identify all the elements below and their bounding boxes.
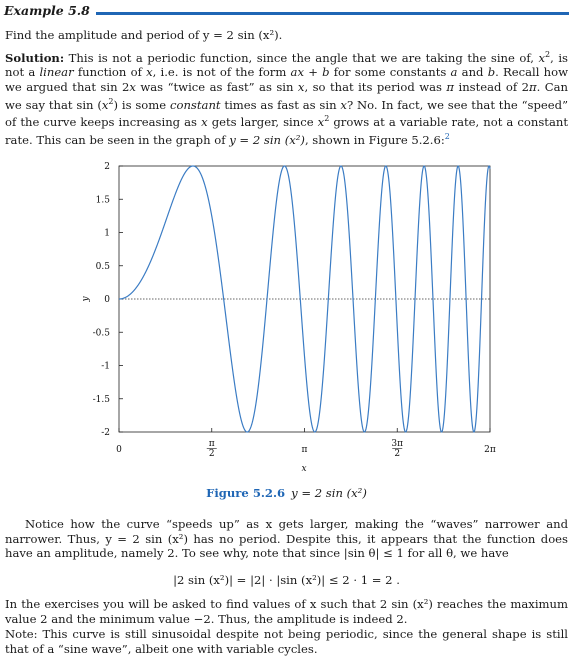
math-x: x [340,97,347,112]
example-title: Example 5.8 [4,3,96,18]
footnote-link[interactable]: 2 [444,131,450,141]
solution-text: instead of 2 [454,80,529,95]
solution-label: Solution: [5,50,65,65]
solution-text: . Can we say that sin ( [5,80,568,112]
figure-caption-text: y = 2 sin (x²) [291,486,367,500]
solution-text: grows at a variable rate, not a constant rate. This can be seen in the graph of [5,114,568,147]
math-pi: π [528,80,537,95]
solution-text: , i.e. is not of the form [152,65,291,80]
y-tick-label: 1 [104,228,110,239]
solution-text: . Recall how we argued that sin 2 [5,65,568,95]
solution-text: gets larger, since [207,114,318,129]
body-paragraph-2: In the exercises you will be asked to find values of x such that 2 sin (x²) reaches the maximum value 2 and the minimum value −2. Thus, the amplitude is indeed 2. [5,597,568,626]
emph-constant: constant [169,97,221,112]
math-x: x [201,114,208,129]
solution-text: was “twice as fast” as sin [135,80,298,95]
solution-text: , shown in Figure 5.2.6: [304,132,445,147]
x-axis-label: x [301,464,307,474]
y-tick-label: 1.5 [95,195,110,206]
solution-text: ) is some [113,97,170,112]
y-tick-label: 2 [104,162,110,172]
y-tick-label: 0 [104,295,110,305]
emph-linear: linear [39,65,74,80]
math-x: x [146,65,153,80]
note-paragraph: Note: This curve is still sinusoidal despite not being periodic, since the general shape is still that of a “sine wave”, albeit one with variable cycles. [5,627,568,656]
x-tick-label: 0 [116,445,122,455]
solution-text: function of [73,65,147,80]
amplitude-equation: |2 sin (x²)| = |2| · |sin (x²)| ≤ 2 · 1 = 2 . [173,573,400,587]
math-sup: 2 [324,114,330,124]
y-tick-label: 0.5 [95,261,110,272]
x-tick-label: 2π [484,445,496,455]
y-axis-ticks [93,162,123,438]
y-tick-label: -2 [101,428,110,438]
solution-text: and [457,65,488,80]
x-tick-label-numerator: π [208,439,215,449]
x-tick-label-denominator: 2 [208,449,215,459]
figure-caption [0,486,573,500]
math-x: x [101,97,109,112]
math-fn: y = 2 sin (x²) [229,132,305,147]
math-pi: π [446,80,455,95]
math-a: a [450,65,458,80]
figure-label: Figure 5.2.6 [206,486,286,500]
math-sup: 2 [108,96,114,106]
y-axis-label: y [81,296,91,302]
x-tick-label: π [301,445,308,455]
solution-text: for some constants [329,65,451,80]
math-axb: ax + b [290,65,330,80]
x-tick-label-numerator: 3π [391,439,404,449]
x-tick-label-denominator: 2 [394,449,401,459]
math-x: x [129,80,136,95]
x-axis-ticks [116,428,496,459]
solution-text: This is not a periodic function, since the angle that we are taking the sine of, [64,50,539,65]
question-text: Find the amplitude and period of y = 2 sin (x²). [5,28,283,42]
math-x: x [317,114,325,129]
math-b: b [487,65,496,80]
solution-text: ? No. In fact, we see that the “speed” of the curve keeps increasing as [5,97,568,129]
solution-text: , is not a [5,50,568,80]
y-tick-label: -1 [101,361,110,372]
math-x: x [538,50,546,65]
y-tick-label: -1.5 [92,394,110,405]
math-x: x [297,80,305,95]
solution-text: , so that its period was [304,80,447,95]
solution-text: times as fast as sin [220,97,341,112]
body-paragraph-1: Notice how the curve “speeds up” as x gets larger, making the “waves” narrower and narrower. Thus, y = 2 sin (x²) has no period. Despite this, it appears that the function does have an amplitude, namely 2. To see why, note that since |sin θ| ≤ 1 for all θ, we have [5,517,568,561]
y-tick-label: -0.5 [92,328,110,339]
math-sup: 2 [545,50,551,59]
